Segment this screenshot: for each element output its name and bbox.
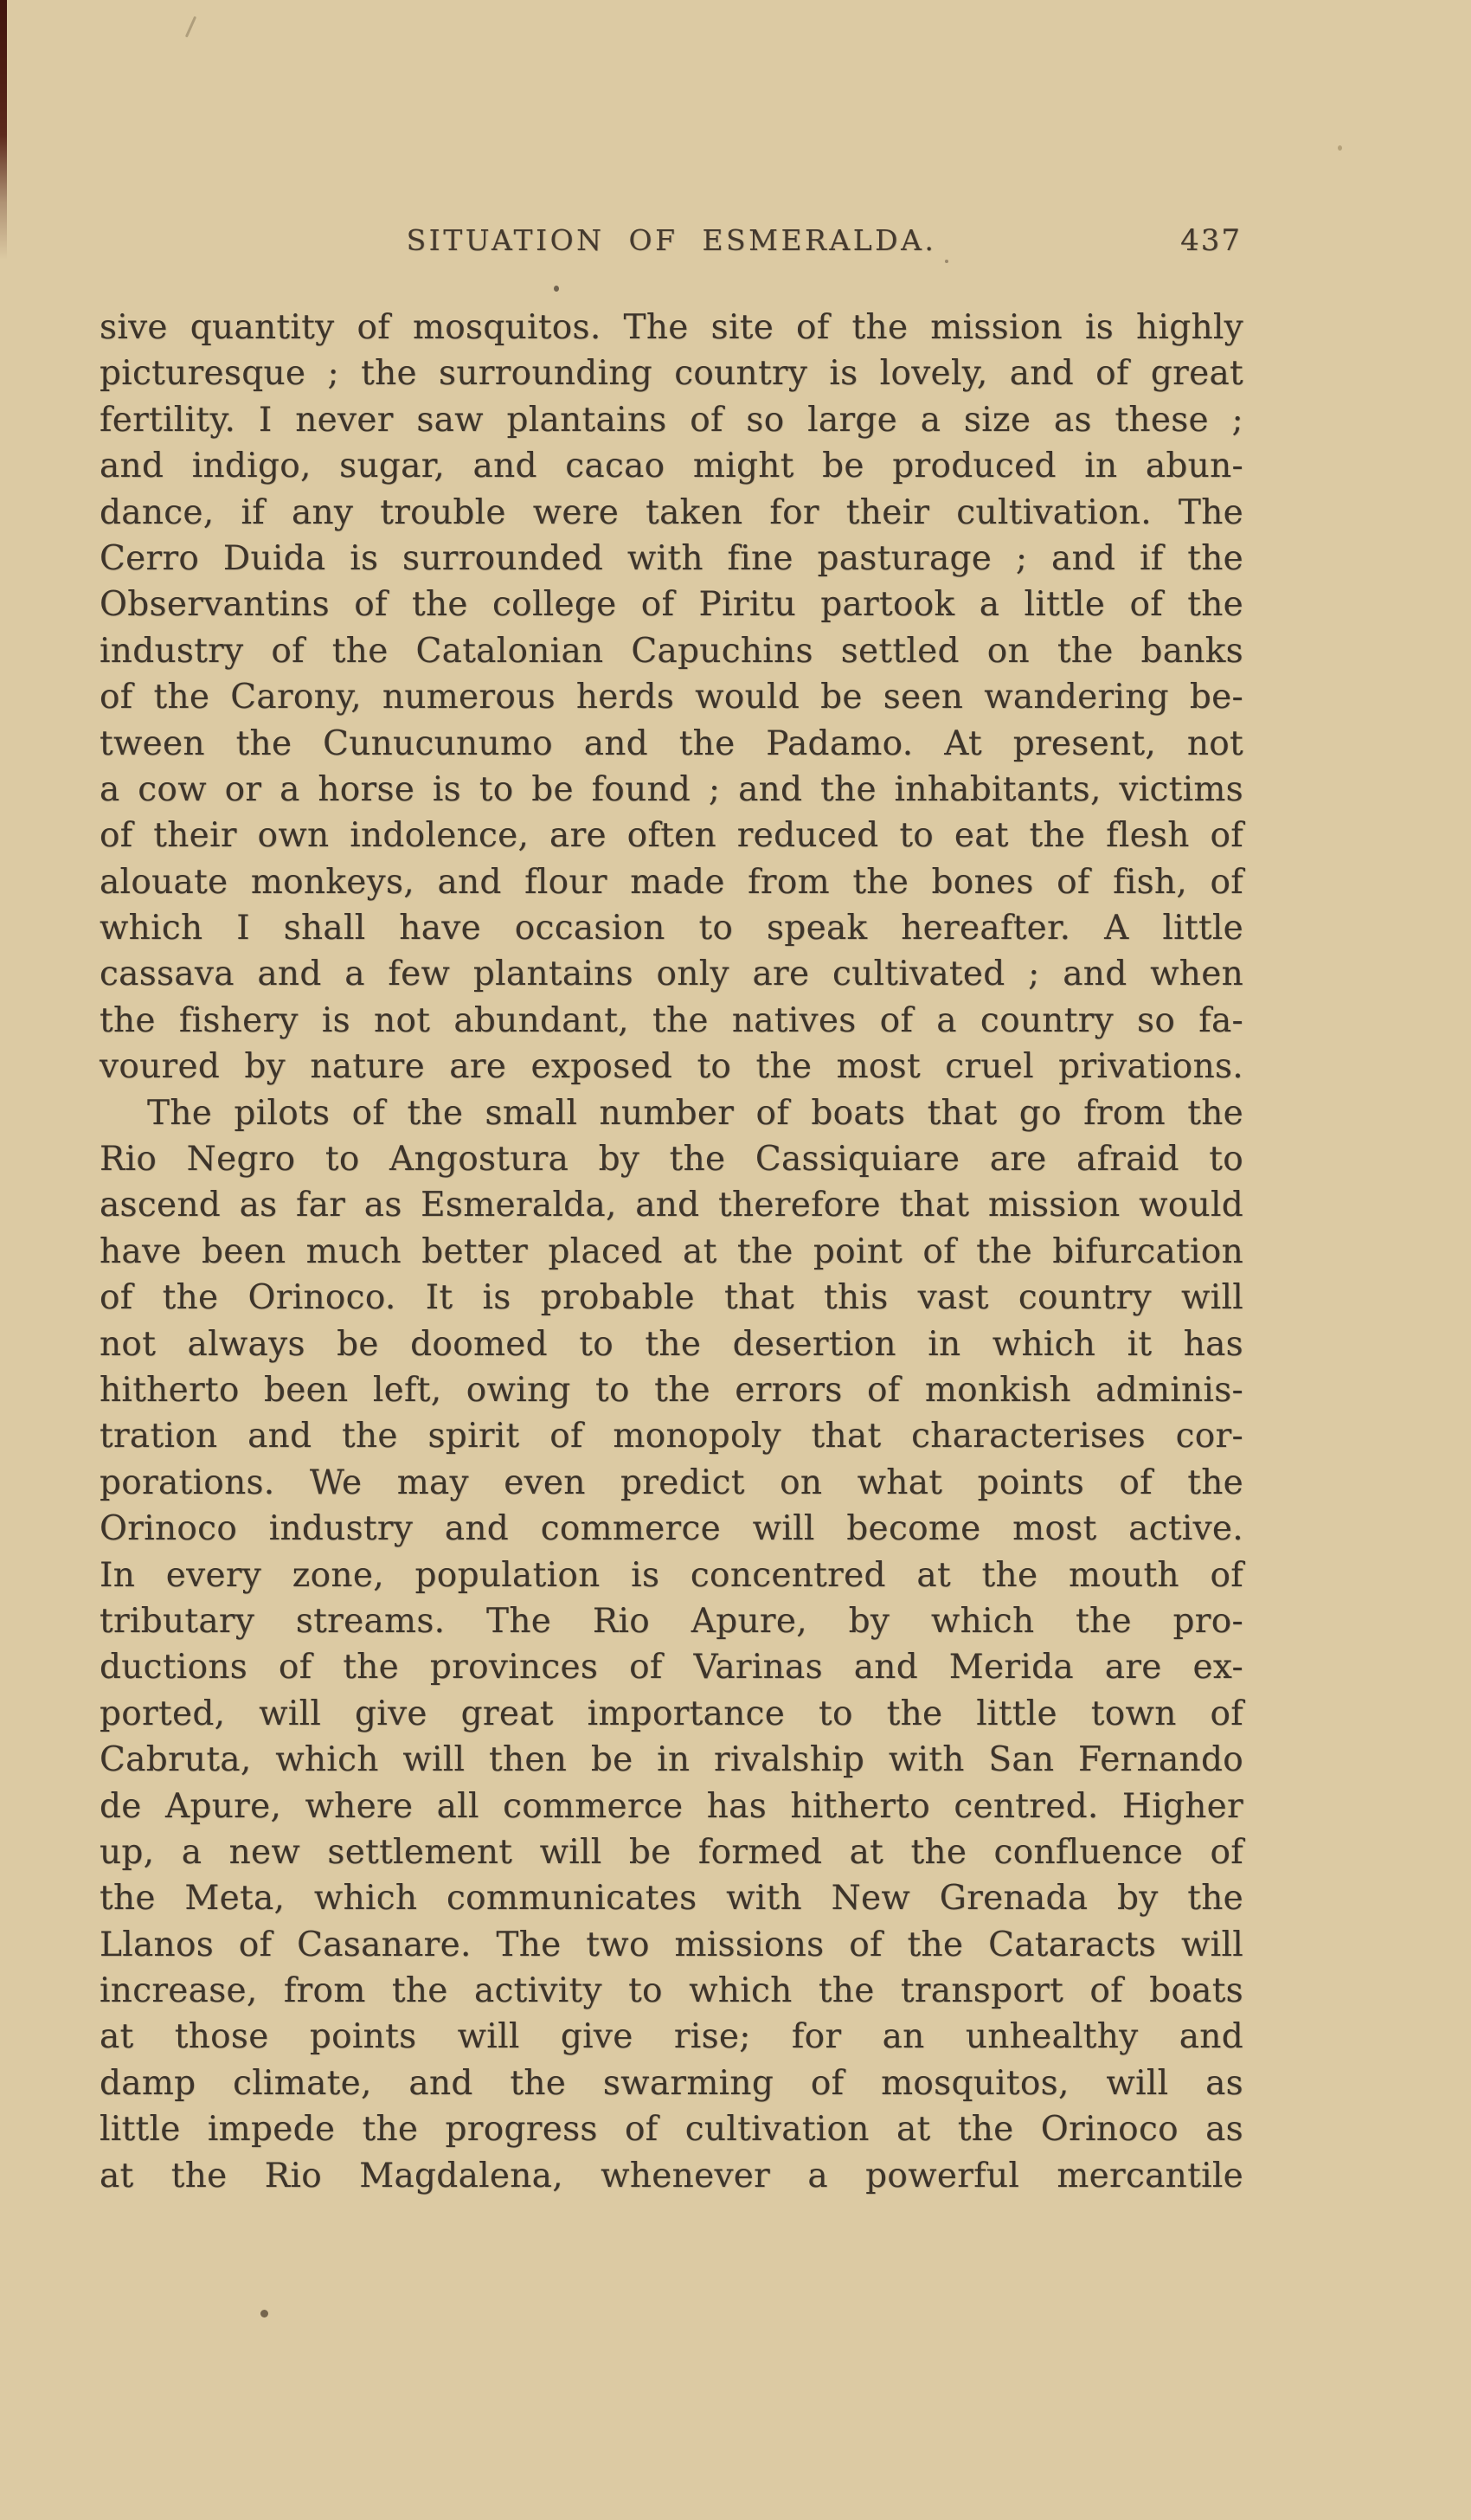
text-line: tration and the spirit of monopoly that characterises cor- <box>100 1417 1243 1456</box>
text-line: the fishery is not abundant, the natives of a country so fa- <box>100 1000 1243 1040</box>
text-line: Cerro Duida is surrounded with fine pasturage ; and if the <box>100 538 1243 578</box>
text-line: sive quantity of mosquitos. The site of the mission is highly <box>100 308 1243 347</box>
text-line: of the Carony, numerous herds would be seen wandering be- <box>100 678 1243 717</box>
text-line: a cow or a horse is to be found ; and the inhabitants, victims <box>100 769 1243 809</box>
text-line: hitherto been left, owing to the errors of monkish adminis- <box>100 1370 1243 1410</box>
text-line: Orinoco industry and commerce will become most active. <box>100 1509 1243 1549</box>
text-line: de Apure, where all commerce has hitherto centred. Higher <box>100 1786 1243 1826</box>
text-line: Rio Negro to Angostura by the Cassiquiare are afraid to <box>100 1140 1243 1180</box>
text-line: Llanos of Casanare. The two missions of the Cataracts will <box>100 1925 1243 1964</box>
ink-speck <box>260 2310 268 2318</box>
scan-scratch-mark <box>185 16 196 38</box>
paragraph <box>100 1090 1243 2199</box>
page-header-title: SITUATION OF ESMERALDA. <box>406 223 937 257</box>
text-line: little impede the progress of cultivation at the Orinoco as <box>100 2110 1243 2150</box>
text-line: have been much better placed at the point of the bifurcation <box>100 1231 1243 1271</box>
text-line: of their own indolence, are often reduced to eat the flesh of <box>100 816 1243 856</box>
text-line: tributary streams. The Rio Apure, by which the pro- <box>100 1601 1243 1641</box>
ink-speck <box>1338 145 1342 151</box>
text-line: The pilots of the small number of boats that go from the <box>147 1093 1243 1133</box>
text-line: ascend as far as Esmeralda, and therefore that mission would <box>100 1186 1243 1225</box>
text-line: Observantins of the college of Piritu partook a little of the <box>100 585 1243 625</box>
text-line: alouate monkeys, and flour made from the bones of fish, of <box>100 862 1243 902</box>
ink-speck <box>554 286 559 292</box>
text-line: tween the Cunucunumo and the Padamo. At present, not <box>100 723 1243 763</box>
text-line: voured by nature are exposed to the most cruel privations. <box>100 1047 1243 1087</box>
spine-edge-shadow <box>0 0 7 260</box>
text-line: fertility. I never saw plantains of so large a size as these ; <box>100 400 1243 440</box>
text-line: ported, will give great importance to the little town of <box>100 1694 1243 1733</box>
text-line: the Meta, which communicates with New Grenada by the <box>100 1879 1243 1919</box>
text-line: of the Orinoco. It is probable that this vast country will <box>100 1278 1243 1318</box>
text-line: porations. We may even predict on what points of the <box>100 1462 1243 1502</box>
text-line: ductions of the provinces of Varinas and Merida are ex- <box>100 1648 1243 1688</box>
text-line: In every zone, population is concentred at the mouth of <box>100 1555 1243 1595</box>
text-line: picturesque ; the surrounding country is lovely, and of great <box>100 354 1243 394</box>
page-body <box>100 305 1243 2199</box>
text-line: damp climate, and the swarming of mosquitos, will as <box>100 2063 1243 2103</box>
text-line: cassava and a few plantains only are cultivated ; and when <box>100 955 1243 994</box>
text-line: industry of the Catalonian Capuchins settled on the banks <box>100 631 1243 671</box>
text-line: increase, from the activity to which the transport of boats <box>100 1971 1243 2011</box>
text-line: at the Rio Magdalena, whenever a powerful mercantile <box>100 2156 1243 2195</box>
text-line: up, a new settlement will be formed at the confluence of <box>100 1832 1243 1872</box>
text-line: Cabruta, which will then be in rivalship with San Fernando <box>100 1740 1243 1780</box>
text-line: and indigo, sugar, and cacao might be produced in abun- <box>100 447 1243 486</box>
text-line: at those points will give rise; for an unhealthy and <box>100 2017 1243 2057</box>
running-header <box>100 223 1243 261</box>
text-line: dance, if any trouble were taken for their cultivation. The <box>100 492 1243 532</box>
text-line: not always be doomed to the desertion in which it has <box>100 1324 1243 1364</box>
text-line: which I shall have occasion to speak hereafter. A little <box>100 909 1243 948</box>
paragraph <box>100 305 1243 1090</box>
page-number: 437 <box>1180 223 1242 258</box>
ink-speck <box>945 260 948 263</box>
